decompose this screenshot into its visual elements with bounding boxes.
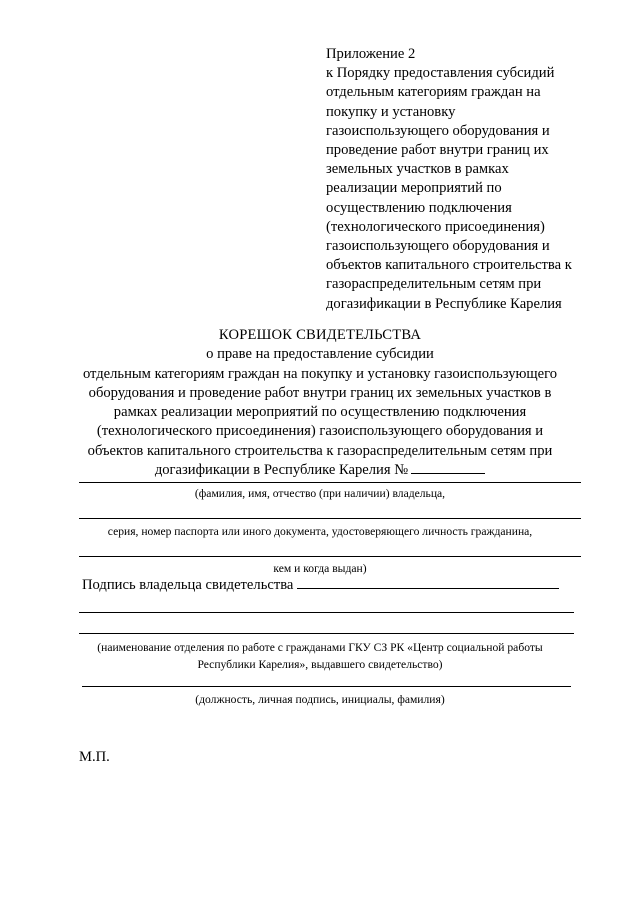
appendix-line: к Порядку предоставления субсидий: [326, 65, 555, 82]
passport-line[interactable]: [79, 518, 581, 519]
title-line: объектов капитального строительства к газораспределительным сетям при: [87, 442, 553, 459]
document-title-block: [0, 326, 640, 480]
appendix-line: догазификации в Республике Карелия: [326, 295, 562, 312]
appendix-line: Приложение 2: [326, 46, 416, 62]
appendix-header: [326, 45, 626, 314]
title-line: отдельным категориям граждан на покупку и установку газоиспользующего: [82, 365, 558, 382]
official-signature-line[interactable]: [82, 686, 571, 687]
appendix-line: газораспределительным сетям при: [326, 276, 542, 293]
appendix-line: газоиспользующего оборудования и: [326, 122, 550, 139]
title-line: рамках реализации мероприятий по осуществлению подключения: [113, 404, 527, 421]
owner-name-caption: (фамилия, имя, отчество (при наличии) владельца,: [194, 487, 446, 500]
appendix-line: покупку и установку: [326, 103, 456, 120]
owner-name-line[interactable]: [79, 482, 581, 483]
appendix-line: отдельным категориям граждан на: [326, 84, 541, 101]
title-line: оборудования и проведение работ внутри границ их земельных участков в: [88, 384, 552, 401]
appendix-line: земельных участков в рамках: [326, 161, 509, 178]
document-heading: КОРЕШОК СВИДЕТЕЛЬСТВА: [218, 327, 422, 343]
department-caption-line: Республики Карелия», выдавшего свидетельство): [197, 658, 443, 671]
department-caption: [0, 639, 640, 673]
owner-signature-label: Подпись владельца свидетельства: [82, 577, 294, 593]
appendix-line: объектов капитального строительства к: [326, 257, 572, 274]
appendix-line: проведение работ внутри границ их: [326, 142, 549, 159]
passport-caption: серия, номер паспорта или иного документа, удостоверяющего личность гражданина,: [107, 525, 533, 538]
owner-signature-field[interactable]: [297, 576, 559, 589]
issued-by-line[interactable]: [79, 556, 581, 557]
appendix-line: реализации мероприятий по: [326, 180, 502, 197]
issued-by-caption: кем и когда выдан): [273, 562, 367, 575]
certificate-number-field[interactable]: [411, 461, 485, 474]
appendix-line: (технологического присоединения): [326, 218, 545, 235]
appendix-line: осуществлению подключения: [326, 199, 512, 216]
title-line: (технологического присоединения) газоиспользующего оборудования и: [96, 423, 544, 440]
stamp-place: М.П.: [79, 749, 110, 765]
title-last-line: [0, 461, 640, 480]
owner-signature-row: [82, 576, 559, 595]
department-line-2[interactable]: [79, 633, 574, 634]
official-caption: (должность, личная подпись, инициалы, фамилия): [195, 693, 445, 706]
appendix-line: газоиспользующего оборудования и: [326, 238, 550, 255]
department-caption-line: (наименование отделения по работе с гражданами ГКУ СЗ РК «Центр социальной работы: [97, 641, 543, 654]
title-line: о праве на предоставление субсидии: [206, 346, 434, 363]
department-line-1[interactable]: [79, 612, 574, 613]
title-last-line-text: догазификации в Республике Карелия №: [154, 462, 409, 479]
